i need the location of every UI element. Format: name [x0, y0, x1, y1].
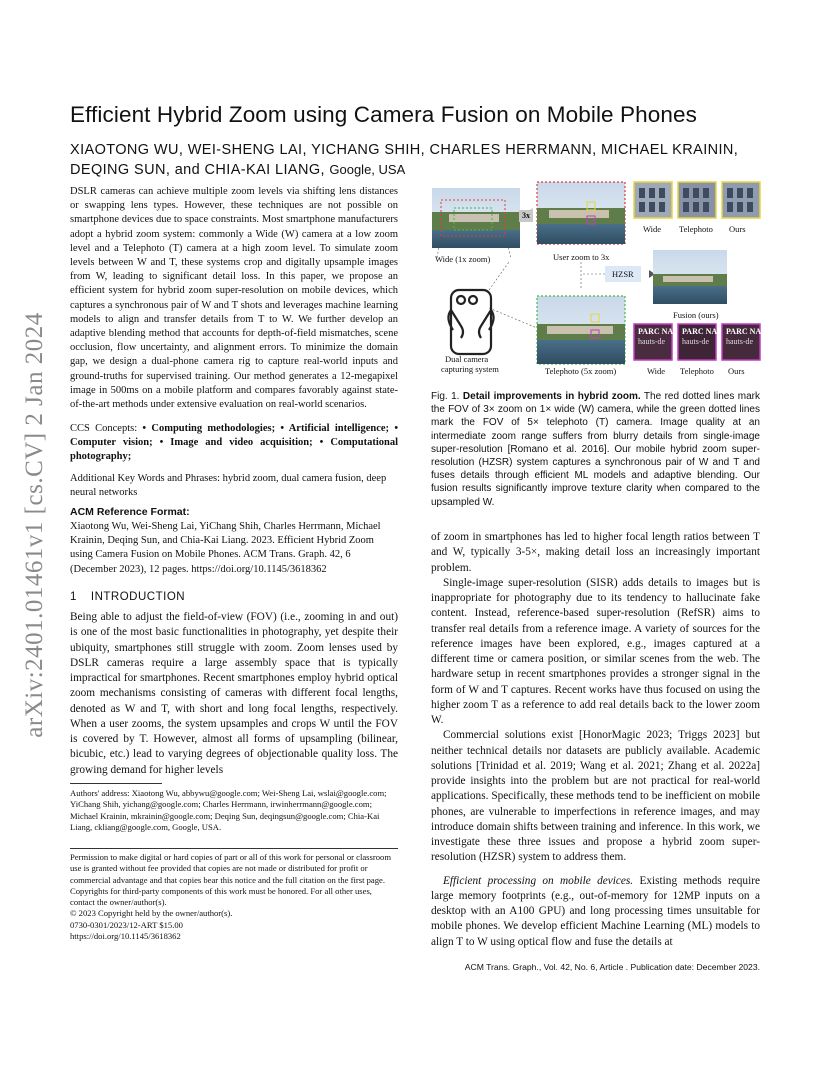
label-wide-1x: Wide (1x zoom): [435, 254, 491, 264]
keywords: Additional Key Words and Phrases: hybrid zoom, dual camera fusion, deep neural networks: [70, 473, 387, 499]
copyright-line: © 2023 Copyright held by the owner/author(s).: [70, 908, 233, 919]
doi-line: https://doi.org/10.1145/3618362: [70, 931, 181, 942]
efficient-processing-heading: Efficient processing on mobile devices.: [443, 874, 634, 887]
figure-caption: [431, 390, 760, 509]
right-paragraph-3: Commercial solutions exist [HonorMagic 2023; Triggs 2023] but neither technical details nor datasets are publicly available. Academic solutions [Trinidad et al. 2019; Wang et al. 2021; Zhang et al. 2022a] provide insights into the problem but are not practical for real-world applications. Specifically, these methods tend to be inefficient on mobile phones, are vulnerable to imperfections in reference images, and may introduce domain shifts between training and inference. In this work, we investigate these three issues and propose a hybrid zoom super-resolution (HZSR) system to address them.: [431, 729, 760, 864]
label-user-zoom: User zoom to 3x: [553, 252, 610, 262]
label-tele-bot: Telephoto: [680, 366, 714, 376]
dual-camera-phone: [448, 290, 493, 354]
sign-text-ours: PARC NA: [726, 327, 762, 336]
figure-1: [429, 180, 761, 380]
right-paragraph-2: Single-image super-resolution (SISR) adds details to images but is inappropriate for photography due to its tendency to hallucinate fake content. Instead, reference-based super-resolution (RefSR) aims to transfer real details from a reference image. A variety of sources for the reference images have been explored, e.g., images captured at a different time or camera position, or similar scenes from the web. The hardware setup in recent smartphones provides a stronger signal in the form of W and T captures. Recent works have thus focused on using the higher zoom T as a reference to add real details back to the lower zoom W.: [431, 576, 760, 726]
permission-rule: [70, 848, 398, 849]
caption-bold: Detail improvements in hybrid zoom.: [462, 391, 641, 402]
label-capturing: capturing system: [441, 364, 499, 374]
page-footer: ACM Trans. Graph., Vol. 42, No. 6, Article . Publication date: December 2023.: [464, 962, 760, 972]
right-paragraph-1: of zoom in smartphones has led to higher focal length ratios between T and W, typically 3-5×, making detail loss an increasingly important problem.: [431, 531, 760, 574]
telephoto-5x-image: [537, 296, 625, 364]
figure-1-graphic: [429, 180, 761, 380]
sign-text2-tele: hauts-de: [682, 337, 710, 346]
issn-line: 0730-0301/2023/12-ART $15.00: [70, 919, 183, 930]
permission-text: Permission to make digital or hard copies of part or all of this work for personal or classroom use is granted without fee provided that copies are not made or distributed for profit or commercial advantage and that copies bear this notice and the full citation on the first page. Copyrights for third-party components of this work must be honored. For all other uses, contact the owner/author(s).: [70, 852, 391, 908]
authors: XIAOTONG WU, WEI-SHENG LAI, YICHANG SHIH, CHARLES HERRMANN, MICHAEL KRAININ, DEQING SUN, and CHIA-KAI LIANG,: [70, 142, 739, 178]
right-paragraph-4: [431, 874, 760, 950]
label-dual: Dual camera: [445, 354, 489, 364]
caption-label: Fig. 1.: [431, 391, 460, 402]
arxiv-watermark: [10, 290, 60, 760]
right-paragraph-4-text: Existing methods require large memory footprints (e.g., out-of-memory for 12MP inputs on a desktop with an A100 GPU) and long processing times unsuitable for mobile phones. We develop efficient Machine Learning (ML) models to align T to W using optical flow and fuse the details at: [431, 874, 760, 948]
acm-ref: Xiaotong Wu, Wei-Sheng Lai, YiChang Shih, Charles Herrmann, Michael Krainin, Deqing Sun, and Chia-Kai Liang. 2023. Efficient Hybrid Zoom using Camera Fusion on Mobile Phones. ACM Trans. Graph. 42, 6 (December 2023), 12 pages. https://doi.org/10.1145/3618362: [70, 521, 381, 575]
label-ours-bot: Ours: [728, 366, 745, 376]
user-zoom-image: [537, 182, 625, 244]
label-wide-top: Wide: [643, 224, 662, 234]
sign-text-wide: PARC NA: [638, 327, 674, 336]
label-ours-top: Ours: [729, 224, 746, 234]
label-3x: 3x: [522, 211, 530, 220]
section-heading-introduction: [70, 591, 398, 603]
label-fusion: Fusion (ours): [673, 310, 719, 320]
author-list: [70, 140, 770, 180]
ccs-label: CCS Concepts:: [70, 423, 143, 434]
fusion-image: [653, 250, 727, 304]
affiliation: Google, USA: [329, 162, 406, 177]
arxiv-id: arXiv:2401.01461v1 [cs.CV] 2 Jan 2024: [21, 312, 48, 738]
sign-text2-wide: hauts-de: [638, 337, 666, 346]
ccs-values: • Computing methodologies; • Artificial intelligence; • Computer vision; • Image and video acquisition; • Computational photography;: [70, 423, 399, 463]
label-wide-bot: Wide: [647, 366, 666, 376]
ccs-concepts: [70, 422, 398, 465]
footnote-rule: [70, 783, 162, 784]
acm-ref-heading: ACM Reference Format:: [70, 506, 190, 518]
section-number: 1: [70, 591, 77, 603]
wide-1x-image: [432, 188, 520, 248]
section-title: INTRODUCTION: [90, 591, 186, 603]
label-hzsr: HZSR: [612, 269, 634, 279]
sign-text-tele: PARC NA: [682, 327, 718, 336]
permission-block: [70, 852, 398, 942]
sign-text2-ours: hauts-de: [726, 337, 754, 346]
caption-text: The red dotted lines mark the FOV of 3× zoom on 1× wide (W) camera, while the green dotted lines mark the FOV of 5× telephoto (T) camera. Image quality at an intermediate zoom range suffers from blurry details from single-image super-resolution [Romano et al. 2016]. Our mobile hybrid zoom super-resolution (HZSR) system captures a synchronous pair of W and T and fuses details through efficient ML models and adaptive blending. Our fusion results significantly improve texture clarity when compared to the upsampled W.: [431, 391, 760, 508]
label-tele-top: Telephoto: [679, 224, 713, 234]
label-tele-5x: Telephoto (5x zoom): [545, 366, 617, 376]
top-crops: [634, 182, 760, 218]
paper-title: Efficient Hybrid Zoom using Camera Fusion on Mobile Phones: [70, 102, 697, 127]
intro-paragraph: Being able to adjust the field-of-view (FOV) (i.e., zooming in and out) is one of the most basic functionalities in photography, yet despite their ubiquity, smartphones still struggle with zoom. Zoom lenses used by DSLR cameras require a large assembly space that is typically impractical for smartphones. Recent smartphones employ hybrid optical zoom mechanisms consisting of cameras with different focal lengths, denoted as W and T, with short and long focal lengths, respectively. When a user zooms, the system upsamples and crops W until the FOV is covered by T. However, almost all forms of upsampling (bilinear, bicubic, etc.) lead to varying degrees of objectionable quality loss. The growing demand for higher levels: [70, 611, 398, 776]
right-column-text: [431, 530, 760, 950]
author-footnote: Authors' address: Xiaotong Wu, abbywu@google.com; Wei-Sheng Lai, wslai@google.com; YiChang Shih, yichang@google.com; Charles Herrmann, irwinherrmann@google.com; Michael Krainin, mkrainin@google.com; Deqing Sun, deqingsun@google.com; Chia-Kai Liang, ckliang@google.com, Google, USA.: [70, 788, 387, 832]
abstract: DSLR cameras can achieve multiple zoom levels via shifting lens distances or swapping lens types. However, these techniques are not possible on smartphone devices due to space constraints. Most smartphone manufacturers adopt a hybrid zoom system: commonly a Wide (W) camera at a low zoom level and a Telephoto (T) camera at a high zoom level. To simulate zoom levels between W and T, these systems crop and digitally upsample images from W, leading to significant detail loss. In this paper, we propose an efficient system for hybrid zoom super-resolution on mobile devices, which captures a synchronous pair of W and T shots and leverages machine learning models to align and transfer details from T to W. We further develop an adaptive blending method that accounts for depth-of-field mismatches, scene occlusion, flow uncertainty, and alignment errors. To minimize the domain gap, we design a dual-phone camera rig to capture real-world inputs and ground-truths for supervised training. Our method generates a 12-megapixel image in 500ms on a mobile platform and compares favorably against state-of-the-art methods under extensive evaluation on real-world scenarios.: [70, 186, 398, 411]
